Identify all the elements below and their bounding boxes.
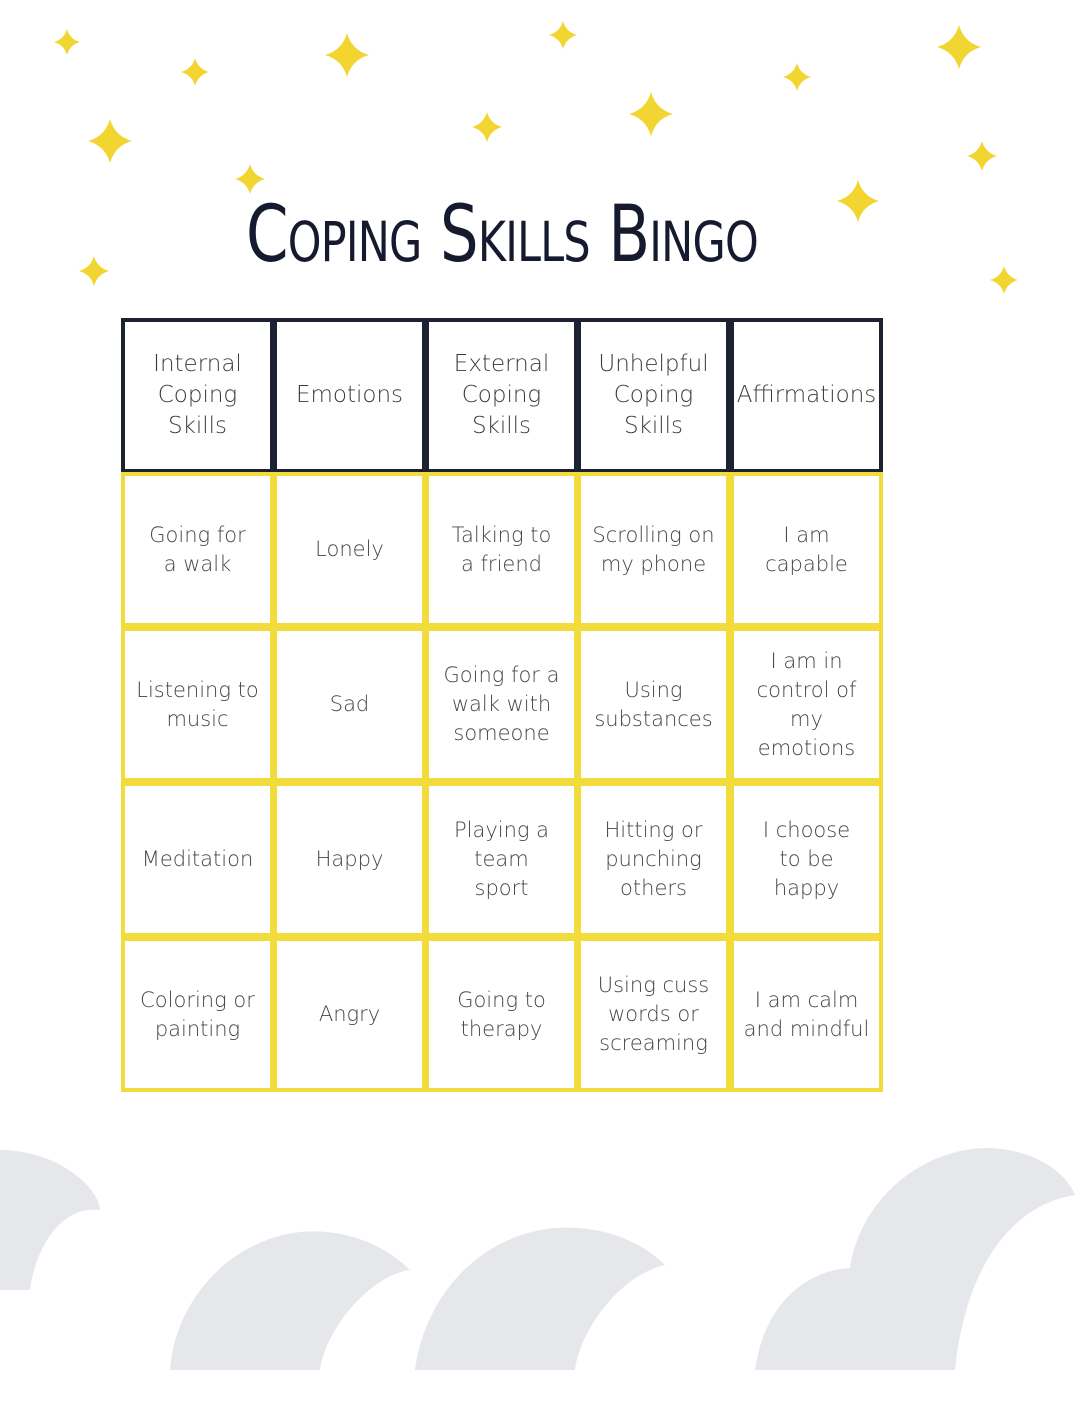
bingo-cell: Using cuss words or screaming [577, 937, 730, 1092]
bingo-cell: Lonely [273, 472, 426, 627]
bingo-cell: I choose to be happy [730, 782, 883, 937]
bingo-cell: Meditation [121, 782, 274, 937]
cloud-shape [0, 1150, 100, 1290]
bingo-cell: Listening to music [121, 627, 274, 782]
bingo-cell: Happy [273, 782, 426, 937]
page-title: Coping Skills Bingo [246, 190, 758, 280]
bingo-cell: Playing a team sport [425, 782, 578, 937]
bingo-cell: I am capable [730, 472, 883, 627]
bingo-cell: Going to therapy [425, 937, 578, 1092]
bingo-cell: Going for a walk [121, 472, 274, 627]
bingo-cell: I am in control of my emotions [730, 627, 883, 782]
bingo-cell: I am calm and mindful [730, 937, 883, 1092]
bingo-cell: Using substances [577, 627, 730, 782]
bingo-cell: Scrolling on my phone [577, 472, 730, 627]
column-header: Affirmations [730, 318, 883, 473]
column-header: Emotions [273, 318, 426, 473]
column-header: Unhelpful Coping Skills [577, 318, 730, 473]
bingo-cell: Sad [273, 627, 426, 782]
bingo-cell: Talking to a friend [425, 472, 578, 627]
bingo-cell: Coloring or painting [121, 937, 274, 1092]
bingo-cell: Angry [273, 937, 426, 1092]
column-header: External Coping Skills [425, 318, 578, 473]
bingo-cell: Hitting or punching others [577, 782, 730, 937]
cloud-shape [170, 1231, 410, 1370]
bingo-cell: Going for a walk with someone [425, 627, 578, 782]
cloud-shape [755, 1148, 1075, 1370]
cloud-shape [415, 1228, 665, 1370]
column-header: Internal Coping Skills [121, 318, 274, 473]
